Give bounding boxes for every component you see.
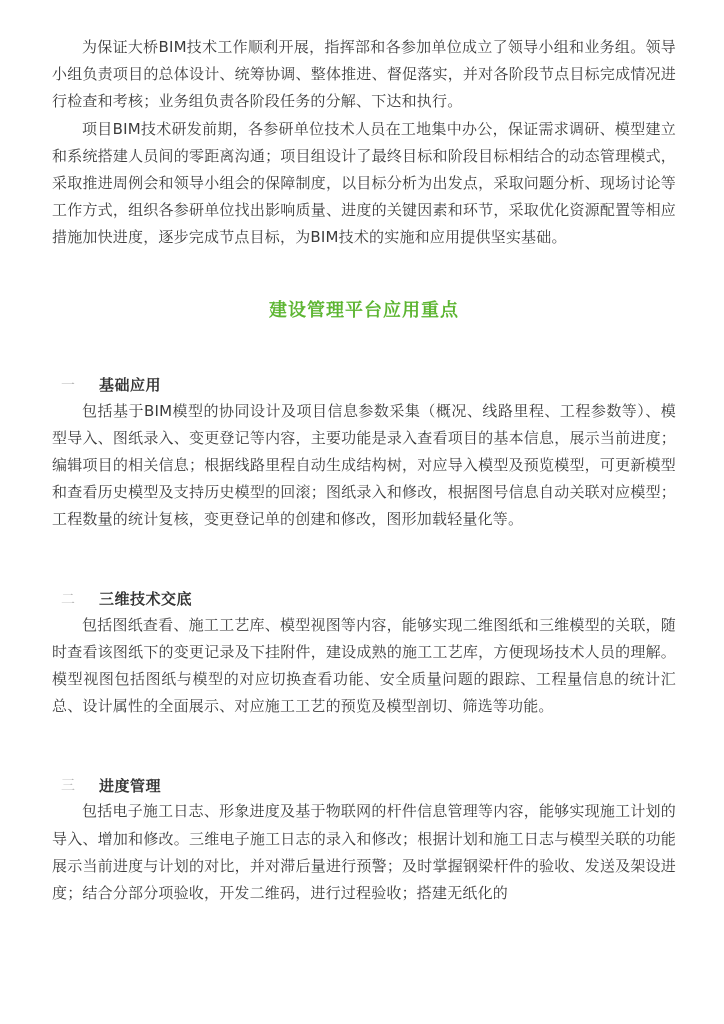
subsection-heading-3d-briefing bbox=[61, 586, 676, 612]
intro-paragraph-2: 项目BIM技术研发前期，各参研单位技术人员在工地集中办公，保证需求调研、模型建立和系统搭建人员间的零距离沟通；项目组设计了最终目标和阶段目标相结合的动态管理模式，采取推进周例会和领导小组会的保障制度，以目标分析为出发点，采取问题分析、现场讨论等工作方式，组织各参研单位找出影响质量、进度的关键因素和环节，采取优化资源配置等相应措施加快进度，逐步完成节点目标，为BIM技术的实施和应用提供坚实基础。 bbox=[52, 119, 676, 247]
subsection-body-basic: 包括基于BIM模型的协同设计及项目信息参数采集（概况、线路里程、工程参数等）、模型导入、图纸录入、变更登记等内容，主要功能是录入查看项目的基本信息，展示当前进度；编辑项目的相关信息；根据线路里程自动生成结构树，对应导入模型及预览模型，可更新模型和查看历史模型及支持历史模型的回滚；图纸录入和修改，根据图号信息自动关联对应模型；工程数量的统计复核，变更登记单的创建和修改，图形加载轻量化等。 bbox=[52, 401, 676, 529]
subsection-number: 三 bbox=[61, 778, 75, 795]
subsection-title: 基础应用 bbox=[99, 376, 162, 395]
article bbox=[52, 34, 676, 907]
section-title: 建设管理平台应用重点 bbox=[269, 299, 459, 321]
subsection-number: 二 bbox=[61, 591, 75, 608]
subsection-number: 一 bbox=[61, 377, 75, 394]
subsection-title: 三维技术交底 bbox=[99, 590, 193, 609]
subsection-heading-progress bbox=[61, 772, 676, 798]
subsection-body-3d-briefing: 包括图纸查看、施工工艺库、模型视图等内容，能够实现二维图纸和三维模型的关联，随时查看该图纸下的变更记录及下挂附件，建设成熟的施工工艺库，方便现场技术人员的理解。模型视图包括图纸与模型的对应切换查看功能、安全质量问题的跟踪、工程量信息的统计汇总、设计属性的全面展示、对应施工工艺的预览及模型剖切、筛选等功能。 bbox=[52, 615, 676, 716]
intro-paragraph-1: 为保证大桥BIM技术工作顺利开展，指挥部和各参加单位成立了领导小组和业务组。领导小组负责项目的总体设计、统筹协调、整体推进、督促落实，并对各阶段节点目标完成情况进行检查和考核；业务组负责各阶段任务的分解、下达和执行。 bbox=[52, 38, 676, 111]
subsection-title: 进度管理 bbox=[99, 776, 162, 795]
subsection-body-progress: 包括电子施工日志、形象进度及基于物联网的杆件信息管理等内容，能够实现施工计划的导入、增加和修改。三维电子施工日志的录入和修改；根据计划和施工日志与模型关联的功能展示当前进度与计划的对比，并对滞后量进行预警；及时掌握钢梁杆件的验收、发送及架设进度；结合分部分项验收，开发二维码，进行过程验收；搭建无纸化的 bbox=[52, 802, 676, 903]
subsection-heading-basic bbox=[61, 372, 676, 398]
